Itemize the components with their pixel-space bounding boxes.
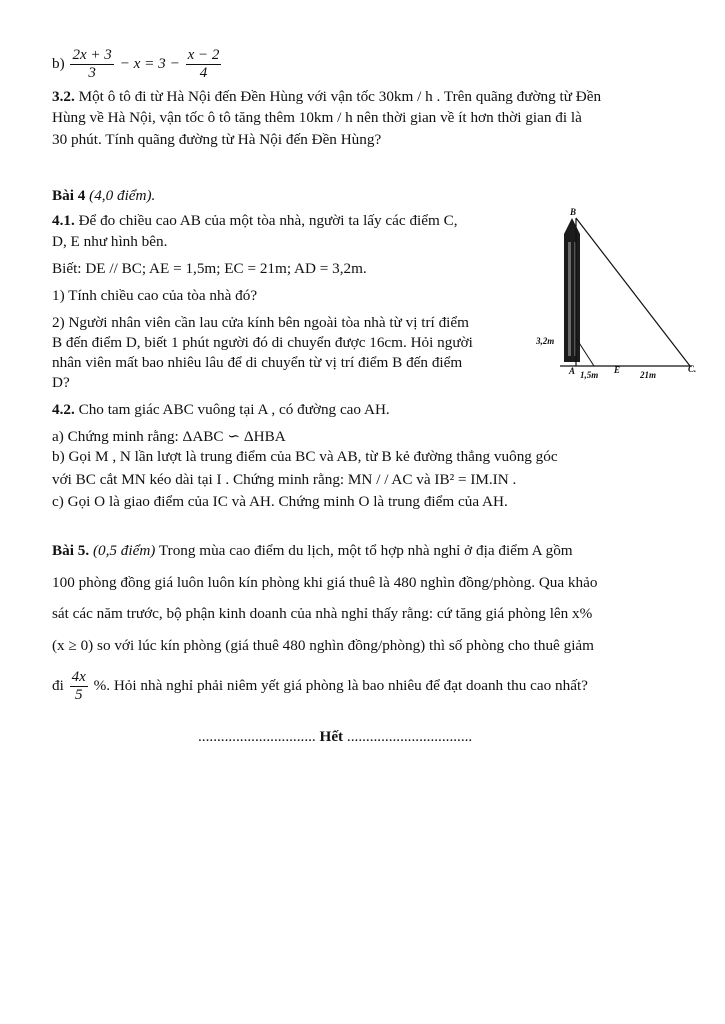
- problem-4-2-intro: [52, 400, 390, 420]
- problem-3-2-line-2: Hùng về Hà Nội, vận tốc ô tô tăng thêm 10km / h nên thời gian về ít hơn thời gian đi là: [52, 109, 582, 126]
- fraction-1-numerator: 2x + 3: [72, 47, 112, 64]
- bai-5-line-5-suffix: %. Hỏi nhà nghỉ phải niêm yết giá phòng là bao nhiêu để đạt doanh thu cao nhất?: [93, 677, 588, 694]
- bai-5-title: Bài 5.: [52, 542, 90, 559]
- problem-4-1-text: Để đo chiều cao AB của một tòa nhà, người ta lấy các điểm C,: [78, 212, 458, 229]
- figure-label-ec: 21m: [640, 370, 657, 380]
- bai-4-points: (4,0 điểm).: [89, 187, 156, 204]
- problem-4-2-b-line-1: b) Gọi M , N lần lượt là trung điểm của BC và AB, từ B kẻ đường thẳng vuông góc: [52, 448, 558, 465]
- equation-label: b): [52, 55, 65, 72]
- fraction-2: [186, 47, 222, 82]
- figure-label-e: E: [614, 365, 621, 375]
- building-figure: [532, 206, 702, 381]
- problem-4-2-b-line-2: với BC cắt MN kéo dài tại I . Chứng minh rằng: MN / / AC và IB² = IM.IN .: [52, 471, 517, 488]
- problem-3-2-text: Một ô tô đi từ Hà Nội đến Đền Hùng với vận tốc 30km / h . Trên quãng đường từ Đền: [78, 88, 602, 105]
- line-bc: [576, 218, 690, 366]
- figure-label-ad: 3,2m: [536, 336, 555, 346]
- problem-3-2-line-1: [52, 87, 601, 107]
- fraction-1: [70, 47, 113, 82]
- building-body: [564, 234, 580, 362]
- equation-middle: − x = 3 −: [119, 55, 180, 72]
- bai-5-fraction-numerator: 4x: [71, 669, 86, 686]
- figure-label-ae: 1,5m: [580, 370, 599, 380]
- problem-4-1-question-1: 1) Tính chiều cao của tòa nhà đó?: [52, 287, 258, 304]
- problem-4-1-question-2-line-1: 2) Người nhân viên cần lau cửa kính bên ngoài tòa nhà từ vị trí điểm: [52, 314, 469, 331]
- problem-4-2-c: c) Gọi O là giao điểm của IC và AH. Chứng minh O là trung điểm của AH.: [52, 493, 508, 510]
- fraction-1-denominator: 3: [88, 65, 96, 82]
- bai-5-line-3: sát các năm trước, bộ phận kinh doanh của nhà nghỉ thấy rằng: cứ tăng giá phòng lên x%: [52, 605, 593, 622]
- end-text: Hết: [319, 728, 344, 745]
- bai-4-heading: [52, 186, 155, 206]
- bai-5-line-2: 100 phòng đồng giá luôn luôn kín phòng khi giá thuê là 480 nghìn đồng/phòng. Qua khảo: [52, 574, 598, 591]
- equation-b: [52, 44, 223, 90]
- building-window-strip: [568, 242, 571, 356]
- figure-label-c: C.: [688, 364, 697, 374]
- bai-5-line-1: [52, 541, 573, 561]
- problem-4-2-number: 4.2.: [52, 401, 75, 418]
- figure-label-b: B: [570, 207, 577, 217]
- problem-4-1-question-2-line-4: D?: [52, 374, 70, 391]
- end-dots-right: .................................: [346, 728, 473, 745]
- bai-4-title: Bài 4: [52, 187, 86, 204]
- end-dots-left: ...............................: [198, 728, 316, 745]
- figure-label-a: A: [569, 366, 576, 376]
- problem-4-1-line-2: D, E như hình bên.: [52, 233, 168, 250]
- problem-4-1-question-2-line-3: nhân viên mất bao nhiêu lâu để di chuyển từ vị trí điểm B đến điểm: [52, 354, 463, 371]
- bai-5-line-5-prefix: đi: [52, 677, 64, 694]
- problem-3-2-number: 3.2.: [52, 88, 75, 105]
- problem-4-1-line-1: [52, 211, 458, 231]
- end-marker: [198, 727, 472, 747]
- bai-5-text-1: Trong mùa cao điểm du lịch, một tổ hợp nhà nghỉ ở địa điểm A gồm: [158, 542, 573, 559]
- fraction-2-numerator: x − 2: [187, 47, 220, 64]
- problem-4-1-given: Biết: DE // BC; AE = 1,5m; EC = 21m; AD = 3,2m.: [52, 260, 367, 277]
- problem-4-1-question-2-line-2: B đến điểm D, biết 1 phút người đó di chuyển được 16cm. Hỏi người: [52, 334, 473, 351]
- problem-4-2-a: a) Chứng minh rằng: ΔABC ∽ ΔHBA: [52, 428, 286, 445]
- bai-5-points: (0,5 điểm): [92, 542, 156, 559]
- problem-4-1-number: 4.1.: [52, 212, 75, 229]
- bai-5-fraction: [70, 669, 88, 704]
- bai-5-line-5: [52, 666, 588, 710]
- bai-5-fraction-denominator: 5: [74, 687, 83, 704]
- problem-4-2-text: Cho tam giác ABC vuông tại A , có đường cao AH.: [78, 401, 390, 418]
- fraction-2-denominator: 4: [199, 65, 208, 82]
- problem-3-2-line-3: 30 phút. Tính quãng đường từ Hà Nội đến Đền Hùng?: [52, 131, 382, 148]
- bai-5-line-4: (x ≥ 0) so với lúc kín phòng (giá thuê 480 nghìn đồng/phòng) thì số phòng cho thuê giảm: [52, 637, 594, 654]
